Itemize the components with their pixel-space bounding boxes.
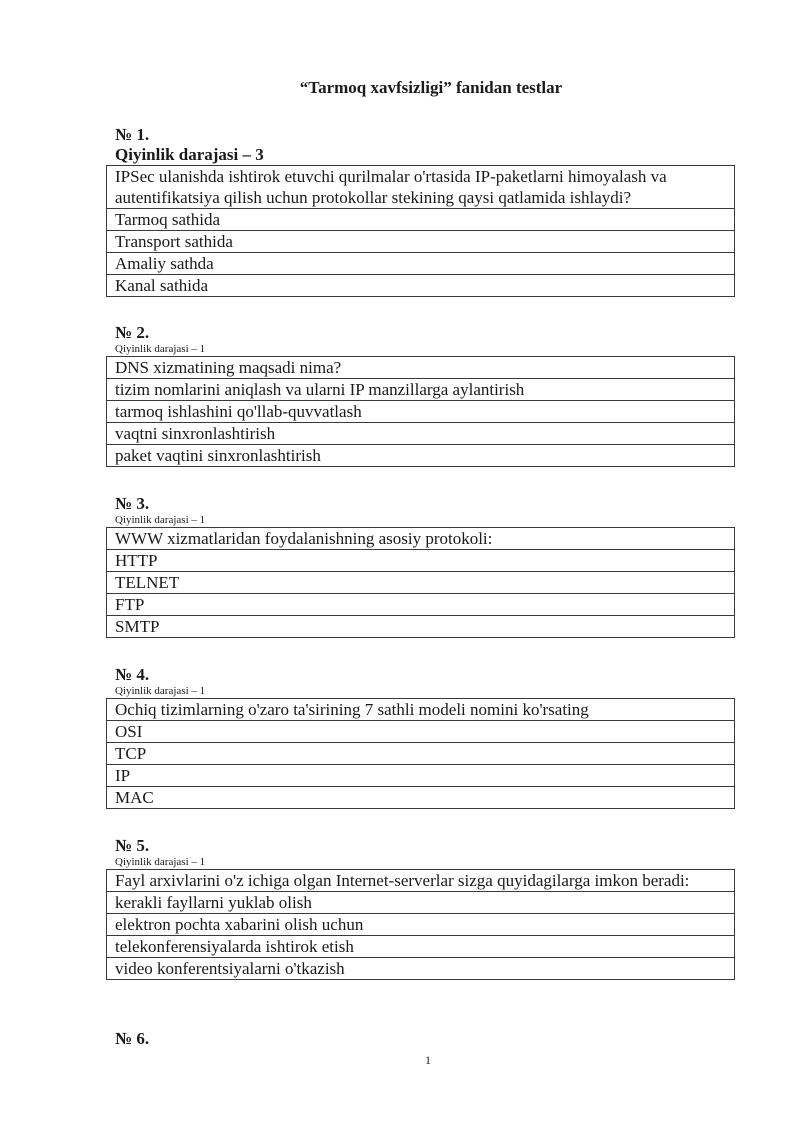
- difficulty-level: Qiyinlik darajasi – 1: [115, 685, 206, 697]
- answer-option: IP: [107, 764, 734, 786]
- answer-option: SMTP: [107, 615, 734, 637]
- question-table: [106, 356, 735, 467]
- answer-option: FTP: [107, 593, 734, 615]
- question-block-3: [106, 494, 735, 638]
- question-number: № 4.: [115, 665, 150, 684]
- question-number: № 2.: [115, 323, 150, 342]
- question-text: Ochiq tizimlarning o'zaro ta'sirining 7 sathli modeli nomini ko'rsating: [115, 700, 589, 719]
- question-table: [106, 165, 735, 297]
- answer-option: paket vaqtini sinxronlashtirish: [107, 444, 734, 466]
- question-text: IPSec ulanishda ishtirok etuvchi qurilmalar o'rtasida IP-paketlarni himoyalash va autentifikatsiya qilish uchun protokollar stekining qaysi qatlamida ishlaydi?: [115, 167, 667, 207]
- answer-option: Transport sathida: [107, 230, 734, 252]
- answer-option: elektron pochta xabarini olish uchun: [107, 913, 734, 935]
- question-number: № 1.: [115, 125, 150, 144]
- question-text: Fayl arxivlarini o'z ichiga olgan Internet-serverlar sizga quyidagilarga imkon beradi:: [115, 871, 690, 890]
- question-table: [106, 869, 735, 980]
- answer-option: HTTP: [107, 549, 734, 571]
- answer-option: MAC: [107, 786, 734, 808]
- question-table: [106, 698, 735, 809]
- answer-option: Tarmoq sathida: [107, 208, 734, 230]
- answer-option: kerakli fayllarni yuklab olish: [107, 891, 734, 913]
- answer-option: telekonferensiyalarda ishtirok etish: [107, 935, 734, 957]
- question-number: № 6.: [115, 1029, 150, 1048]
- question-block-4: [106, 665, 735, 809]
- answer-option: Amaliy sathda: [107, 252, 734, 274]
- difficulty-level: Qiyinlik darajasi – 1: [115, 343, 206, 355]
- answer-option: video konferentsiyalarni o'tkazish: [107, 957, 734, 979]
- document-title: “Tarmoq xavfsizligi” fanidan testlar: [299, 78, 563, 97]
- answer-option: TCP: [107, 742, 734, 764]
- question-block-5: [106, 836, 735, 980]
- answer-option: tarmoq ishlashini qo'llab-quvvatlash: [107, 400, 734, 422]
- question-number: № 5.: [115, 836, 150, 855]
- answer-option: vaqtni sinxronlashtirish: [107, 422, 734, 444]
- question-block-2: [106, 323, 735, 467]
- question-number: № 3.: [115, 494, 150, 513]
- page-number: 1: [425, 1053, 431, 1067]
- answer-option: TELNET: [107, 571, 734, 593]
- question-block-1: [106, 125, 735, 297]
- answer-option: Kanal sathida: [107, 274, 734, 296]
- difficulty-level: Qiyinlik darajasi – 1: [115, 514, 206, 526]
- question-block-6: [106, 1029, 735, 1049]
- difficulty-level: Qiyinlik darajasi – 3: [115, 145, 264, 164]
- answer-option: OSI: [107, 720, 734, 742]
- answer-option: tizim nomlarini aniqlash va ularni IP manzillarga aylantirish: [107, 378, 734, 400]
- question-table: [106, 527, 735, 638]
- difficulty-level: Qiyinlik darajasi – 1: [115, 856, 206, 868]
- question-text: WWW xizmatlaridan foydalanishning asosiy protokoli:: [115, 529, 493, 548]
- question-text: DNS xizmatining maqsadi nima?: [115, 358, 342, 377]
